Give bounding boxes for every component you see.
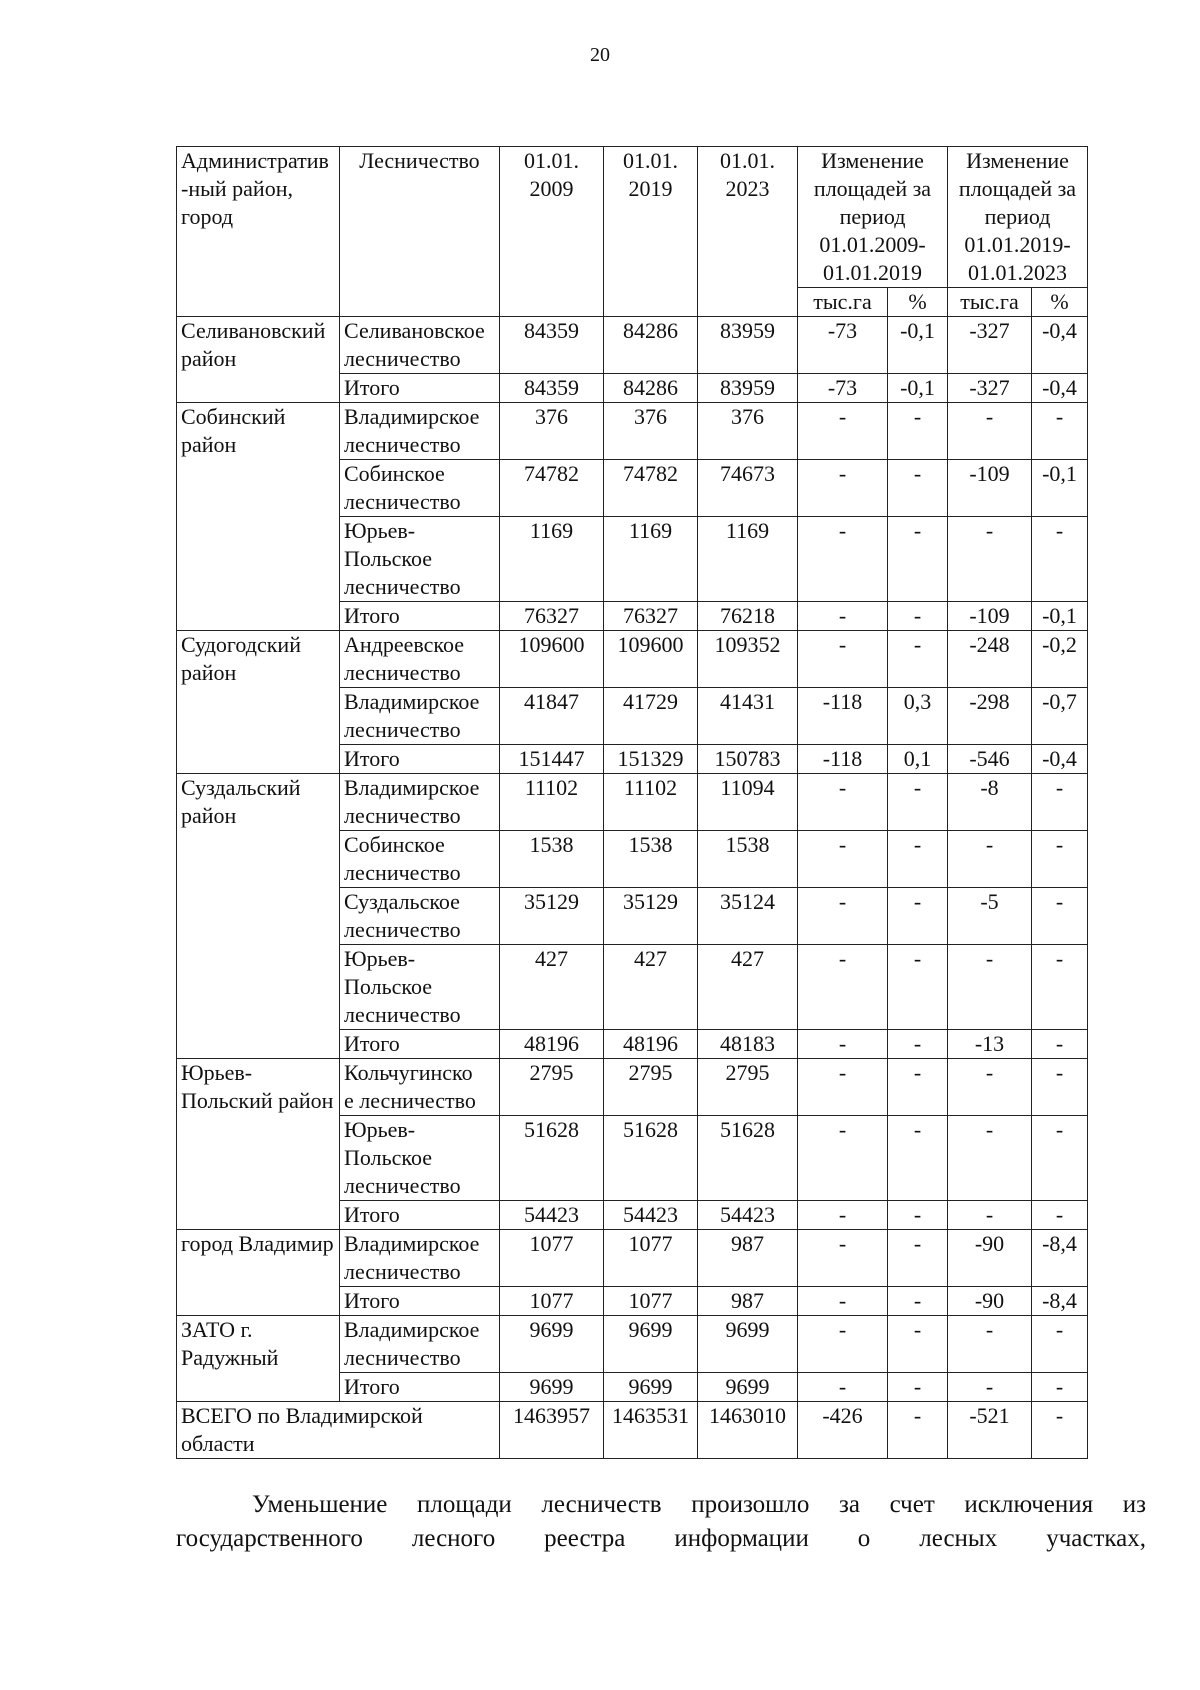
change-1-pct-cell: - (888, 602, 948, 631)
change-2-pct-cell: - (1032, 403, 1088, 460)
forestry-cell: Андреевское лесничество (340, 631, 500, 688)
value-2009-cell: 427 (500, 945, 604, 1030)
change-1-ha-cell: - (798, 517, 888, 602)
value-2019-cell: 74782 (604, 460, 698, 517)
value-2019-cell: 54423 (604, 1201, 698, 1230)
value-2023-cell: 41431 (698, 688, 798, 745)
change-1-ha-cell: - (798, 945, 888, 1030)
change-2-ha-cell: - (948, 1201, 1032, 1230)
header-unit-ha-2: тыс.га (948, 288, 1032, 317)
change-1-ha-cell: - (798, 602, 888, 631)
change-1-ha-cell: - (798, 1116, 888, 1201)
value-2023-cell: 51628 (698, 1116, 798, 1201)
forestry-cell: Итого (340, 1373, 500, 1402)
value-2009-cell: 11102 (500, 774, 604, 831)
change-2-pct-cell: -8,4 (1032, 1287, 1088, 1316)
value-2019-cell: 48196 (604, 1030, 698, 1059)
change-1-ha-cell: -118 (798, 688, 888, 745)
change-1-pct-cell: - (888, 945, 948, 1030)
value-2019-cell: 109600 (604, 631, 698, 688)
forestry-cell: Юрьев- Польское лесничество (340, 945, 500, 1030)
change-1-pct-cell: - (888, 774, 948, 831)
district-cell: город Владимир (177, 1230, 340, 1316)
change-2-pct-cell: - (1032, 1316, 1088, 1373)
value-2019-cell: 151329 (604, 745, 698, 774)
value-2019-cell: 76327 (604, 602, 698, 631)
total-value-2023-cell: 1463010 (698, 1402, 798, 1459)
change-2-ha-cell: - (948, 1373, 1032, 1402)
value-2009-cell: 76327 (500, 602, 604, 631)
district-cell: Собинский район (177, 403, 340, 631)
table-row (177, 1316, 1088, 1373)
value-2019-cell: 35129 (604, 888, 698, 945)
forestry-cell: Собинское лесничество (340, 460, 500, 517)
value-2023-cell: 376 (698, 403, 798, 460)
forestry-cell: Юрьев- Польское лесничество (340, 517, 500, 602)
table-row (177, 403, 1088, 460)
value-2019-cell: 376 (604, 403, 698, 460)
value-2019-cell: 1077 (604, 1230, 698, 1287)
value-2009-cell: 84359 (500, 374, 604, 403)
change-2-ha-cell: - (948, 403, 1032, 460)
value-2023-cell: 150783 (698, 745, 798, 774)
value-2009-cell: 1077 (500, 1287, 604, 1316)
change-1-pct-cell: - (888, 888, 948, 945)
change-1-pct-cell: - (888, 1373, 948, 1402)
forestry-cell: Собинское лесничество (340, 831, 500, 888)
forestry-cell: Владимирское лесничество (340, 403, 500, 460)
change-1-ha-cell: - (798, 1201, 888, 1230)
value-2023-cell: 987 (698, 1287, 798, 1316)
change-1-ha-cell: - (798, 403, 888, 460)
change-2-pct-cell: - (1032, 1030, 1088, 1059)
value-2023-cell: 1538 (698, 831, 798, 888)
header-change-2009-2019: Изменение площадей за период 01.01.2009- 01.01.2019 (798, 147, 948, 288)
value-2019-cell: 2795 (604, 1059, 698, 1116)
district-cell: Селивановский район (177, 317, 340, 403)
value-2019-cell: 84286 (604, 374, 698, 403)
change-1-pct-cell: - (888, 1201, 948, 1230)
value-2009-cell: 41847 (500, 688, 604, 745)
value-2019-cell: 1169 (604, 517, 698, 602)
value-2023-cell: 76218 (698, 602, 798, 631)
value-2019-cell: 9699 (604, 1316, 698, 1373)
change-1-pct-cell: 0,3 (888, 688, 948, 745)
change-2-pct-cell: -0,7 (1032, 688, 1088, 745)
total-value-2019-cell: 1463531 (604, 1402, 698, 1459)
value-2023-cell: 9699 (698, 1373, 798, 1402)
change-1-pct-cell: - (888, 460, 948, 517)
change-2-pct-cell: - (1032, 1201, 1088, 1230)
header-row (177, 147, 1088, 288)
change-1-ha-cell: - (798, 631, 888, 688)
change-1-ha-cell: - (798, 888, 888, 945)
change-2-pct-cell: - (1032, 774, 1088, 831)
forestry-cell: Кольчугинско е лесничество (340, 1059, 500, 1116)
value-2023-cell: 83959 (698, 317, 798, 374)
change-1-pct-cell: -0,1 (888, 317, 948, 374)
value-2023-cell: 11094 (698, 774, 798, 831)
header-district: Административ -ный район, город (177, 147, 340, 317)
header-unit-pct-2: % (1032, 288, 1088, 317)
change-1-ha-cell: - (798, 1373, 888, 1402)
change-2-ha-cell: -109 (948, 460, 1032, 517)
value-2023-cell: 109352 (698, 631, 798, 688)
change-1-ha-cell: - (798, 774, 888, 831)
value-2009-cell: 376 (500, 403, 604, 460)
value-2009-cell: 151447 (500, 745, 604, 774)
total-change-1-pct-cell: - (888, 1402, 948, 1459)
value-2023-cell: 427 (698, 945, 798, 1030)
forestry-cell: Итого (340, 602, 500, 631)
table-row (177, 774, 1088, 831)
change-2-ha-cell: - (948, 1059, 1032, 1116)
change-2-ha-cell: - (948, 517, 1032, 602)
change-2-ha-cell: -546 (948, 745, 1032, 774)
change-2-pct-cell: - (1032, 888, 1088, 945)
total-value-2009-cell: 1463957 (500, 1402, 604, 1459)
value-2009-cell: 54423 (500, 1201, 604, 1230)
change-2-ha-cell: -327 (948, 317, 1032, 374)
change-1-ha-cell: -73 (798, 374, 888, 403)
change-1-ha-cell: - (798, 1287, 888, 1316)
value-2009-cell: 9699 (500, 1316, 604, 1373)
value-2009-cell: 2795 (500, 1059, 604, 1116)
change-2-pct-cell: - (1032, 1059, 1088, 1116)
change-1-ha-cell: - (798, 1316, 888, 1373)
value-2023-cell: 987 (698, 1230, 798, 1287)
table-row (177, 1059, 1088, 1116)
value-2019-cell: 41729 (604, 688, 698, 745)
forestry-cell: Итого (340, 1030, 500, 1059)
change-2-pct-cell: -0,1 (1032, 602, 1088, 631)
header-date-2009: 01.01. 2009 (500, 147, 604, 317)
value-2023-cell: 54423 (698, 1201, 798, 1230)
change-2-ha-cell: -90 (948, 1287, 1032, 1316)
value-2009-cell: 48196 (500, 1030, 604, 1059)
change-1-pct-cell: - (888, 517, 948, 602)
change-1-ha-cell: - (798, 1059, 888, 1116)
change-2-ha-cell: - (948, 945, 1032, 1030)
value-2019-cell: 11102 (604, 774, 698, 831)
change-1-pct-cell: - (888, 1030, 948, 1059)
forestry-cell: Селивановское лесничество (340, 317, 500, 374)
change-1-pct-cell: 0,1 (888, 745, 948, 774)
value-2019-cell: 1538 (604, 831, 698, 888)
change-2-ha-cell: -298 (948, 688, 1032, 745)
value-2009-cell: 84359 (500, 317, 604, 374)
change-1-ha-cell: -73 (798, 317, 888, 374)
change-2-ha-cell: -327 (948, 374, 1032, 403)
change-2-ha-cell: -90 (948, 1230, 1032, 1287)
change-2-pct-cell: - (1032, 831, 1088, 888)
value-2009-cell: 74782 (500, 460, 604, 517)
table-row (177, 631, 1088, 688)
change-1-ha-cell: - (798, 1230, 888, 1287)
value-2019-cell: 51628 (604, 1116, 698, 1201)
change-1-ha-cell: - (798, 831, 888, 888)
change-2-pct-cell: - (1032, 1116, 1088, 1201)
change-1-ha-cell: - (798, 1030, 888, 1059)
forestry-cell: Итого (340, 1201, 500, 1230)
table-row (177, 1230, 1088, 1287)
change-2-pct-cell: -0,4 (1032, 317, 1088, 374)
value-2023-cell: 35124 (698, 888, 798, 945)
header-forestry: Лесничество (340, 147, 500, 317)
change-1-pct-cell: -0,1 (888, 374, 948, 403)
change-2-ha-cell: - (948, 831, 1032, 888)
change-2-ha-cell: -8 (948, 774, 1032, 831)
change-1-pct-cell: - (888, 1059, 948, 1116)
change-2-pct-cell: - (1032, 945, 1088, 1030)
change-1-pct-cell: - (888, 1316, 948, 1373)
value-2009-cell: 51628 (500, 1116, 604, 1201)
value-2019-cell: 427 (604, 945, 698, 1030)
value-2009-cell: 109600 (500, 631, 604, 688)
change-2-ha-cell: -5 (948, 888, 1032, 945)
change-1-pct-cell: - (888, 1230, 948, 1287)
district-cell: Суздальский район (177, 774, 340, 1059)
change-2-ha-cell: - (948, 1116, 1032, 1201)
table-row (177, 317, 1088, 374)
value-2009-cell: 1169 (500, 517, 604, 602)
value-2023-cell: 48183 (698, 1030, 798, 1059)
forestry-cell: Владимирское лесничество (340, 1316, 500, 1373)
district-cell: Судогодский район (177, 631, 340, 774)
forestry-cell: Владимирское лесничество (340, 774, 500, 831)
value-2009-cell: 35129 (500, 888, 604, 945)
change-2-pct-cell: -0,4 (1032, 745, 1088, 774)
total-label: ВСЕГО по Владимирской области (177, 1402, 500, 1459)
change-2-ha-cell: -13 (948, 1030, 1032, 1059)
district-cell: ЗАТО г. Радужный (177, 1316, 340, 1402)
header-unit-ha-1: тыс.га (798, 288, 888, 317)
value-2023-cell: 9699 (698, 1316, 798, 1373)
change-1-pct-cell: - (888, 831, 948, 888)
forestry-cell: Итого (340, 374, 500, 403)
change-2-ha-cell: -109 (948, 602, 1032, 631)
forestry-cell: Владимирское лесничество (340, 1230, 500, 1287)
value-2009-cell: 9699 (500, 1373, 604, 1402)
value-2023-cell: 2795 (698, 1059, 798, 1116)
change-2-pct-cell: - (1032, 517, 1088, 602)
header-date-2023: 01.01. 2023 (698, 147, 798, 317)
header-unit-pct-1: % (888, 288, 948, 317)
change-2-pct-cell: - (1032, 1373, 1088, 1402)
district-cell: Юрьев- Польский район (177, 1059, 340, 1230)
value-2019-cell: 84286 (604, 317, 698, 374)
total-row (177, 1402, 1088, 1459)
value-2019-cell: 9699 (604, 1373, 698, 1402)
change-1-pct-cell: - (888, 1116, 948, 1201)
value-2023-cell: 1169 (698, 517, 798, 602)
forest-area-table (176, 146, 1088, 1459)
header-date-2019: 01.01. 2019 (604, 147, 698, 317)
body-paragraph: Уменьшение площади лесничеств произошло за счет исключения из государственного лесного реестра информации о лесных участках, (176, 1491, 1146, 1552)
change-2-pct-cell: -0,4 (1032, 374, 1088, 403)
total-change-2-pct-cell: - (1032, 1402, 1088, 1459)
value-2009-cell: 1538 (500, 831, 604, 888)
forestry-cell: Юрьев- Польское лесничество (340, 1116, 500, 1201)
value-2019-cell: 1077 (604, 1287, 698, 1316)
forestry-cell: Владимирское лесничество (340, 688, 500, 745)
change-2-pct-cell: -0,1 (1032, 460, 1088, 517)
header-change-2019-2023: Изменение площадей за период 01.01.2019- 01.01.2023 (948, 147, 1088, 288)
forestry-cell: Суздальское лесничество (340, 888, 500, 945)
change-2-ha-cell: - (948, 1316, 1032, 1373)
page-number: 20 (590, 44, 610, 66)
change-1-pct-cell: - (888, 1287, 948, 1316)
change-2-pct-cell: -8,4 (1032, 1230, 1088, 1287)
forestry-cell: Итого (340, 1287, 500, 1316)
total-change-2-ha-cell: -521 (948, 1402, 1032, 1459)
value-2009-cell: 1077 (500, 1230, 604, 1287)
change-1-ha-cell: - (798, 460, 888, 517)
value-2023-cell: 74673 (698, 460, 798, 517)
forestry-cell: Итого (340, 745, 500, 774)
change-1-ha-cell: -118 (798, 745, 888, 774)
change-1-pct-cell: - (888, 403, 948, 460)
change-1-pct-cell: - (888, 631, 948, 688)
change-2-ha-cell: -248 (948, 631, 1032, 688)
change-2-pct-cell: -0,2 (1032, 631, 1088, 688)
total-change-1-ha-cell: -426 (798, 1402, 888, 1459)
value-2023-cell: 83959 (698, 374, 798, 403)
